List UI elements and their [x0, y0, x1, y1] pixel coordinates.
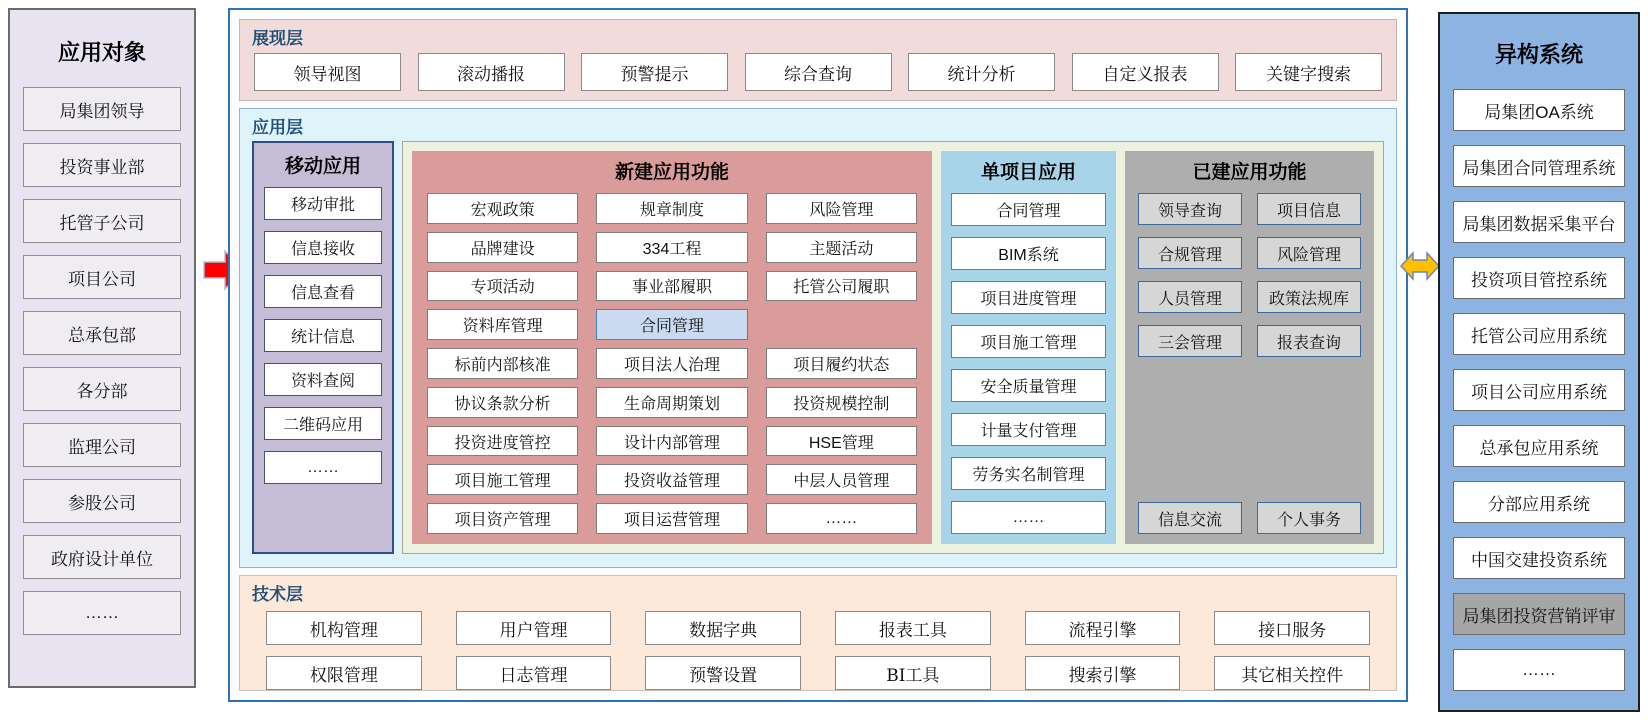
single-project-item: 项目进度管理: [951, 281, 1106, 314]
single-project-item: 合同管理: [951, 193, 1106, 226]
single-project-item: BIM系统: [951, 237, 1106, 270]
heterogeneous-system-item: 项目公司应用系统: [1453, 369, 1625, 411]
technology-layer-grid: [240, 608, 1396, 690]
technology-item: 权限管理: [266, 656, 422, 690]
technology-item: 流程引擎: [1025, 611, 1181, 645]
built-function-item: 风险管理: [1257, 237, 1361, 269]
single-project-item: 项目施工管理: [951, 325, 1106, 358]
technology-item: 机构管理: [266, 611, 422, 645]
new-function-item: 主题活动: [766, 232, 917, 263]
application-object-item: 政府设计单位: [23, 535, 181, 579]
new-function-item: 品牌建设: [427, 232, 578, 263]
heterogeneous-system-item: 局集团合同管理系统: [1453, 145, 1625, 187]
heterogeneous-system-item: 托管公司应用系统: [1453, 313, 1625, 355]
technology-item: 报表工具: [835, 611, 991, 645]
new-function-item: 投资收益管理: [596, 464, 747, 495]
built-function-item: 信息交流: [1138, 502, 1242, 534]
mobile-app-item: 移动审批: [264, 187, 382, 220]
platform-main-block: [228, 8, 1408, 702]
new-function-item: 投资规模控制: [766, 387, 917, 418]
new-function-item: 托管公司履职: [766, 271, 917, 302]
heterogeneous-system-item-gray: 局集团投资营销评审: [1453, 593, 1625, 635]
presentation-item: 滚动播报: [418, 53, 565, 91]
mobile-app-item: 资料查阅: [264, 363, 382, 396]
application-layer-label: 应用层: [252, 118, 303, 137]
new-function-item: 项目施工管理: [427, 464, 578, 495]
technology-layer: [239, 575, 1397, 691]
heterogeneous-system-item: 中国交建投资系统: [1453, 537, 1625, 579]
application-objects-title: 应用对象: [57, 40, 146, 65]
single-project-item: 安全质量管理: [951, 369, 1106, 402]
technology-item: 搜索引擎: [1025, 656, 1181, 690]
application-object-item: 总承包部: [23, 311, 181, 355]
single-project-title: 单项目应用: [980, 162, 1076, 183]
function-groups-container: [402, 141, 1384, 554]
new-function-item: 资料库管理: [427, 309, 578, 340]
new-function-item: 设计内部管理: [596, 426, 747, 457]
built-function-item: 人员管理: [1138, 281, 1242, 313]
new-function-item: HSE管理: [766, 426, 917, 457]
technology-item: 预警设置: [645, 656, 801, 690]
heterogeneous-system-item: 分部应用系统: [1453, 481, 1625, 523]
mobile-app-item-ellipsis: ……: [264, 451, 382, 484]
presentation-item: 统计分析: [908, 53, 1055, 91]
mobile-app-item: 信息查看: [264, 275, 382, 308]
heterogeneous-system-item: 局集团数据采集平台: [1453, 201, 1625, 243]
built-function-item: 报表查询: [1257, 325, 1361, 357]
technology-item: 用户管理: [456, 611, 612, 645]
built-functions-block: [1125, 151, 1374, 544]
built-function-item: 项目信息: [1257, 193, 1361, 225]
single-project-item-ellipsis: ……: [951, 501, 1106, 534]
technology-layer-label: 技术层: [252, 585, 303, 604]
application-object-item: 投资事业部: [23, 143, 181, 187]
heterogeneous-systems-panel: [1438, 12, 1640, 712]
single-project-block: [941, 151, 1116, 544]
application-object-item-ellipsis: ……: [23, 591, 181, 635]
heterogeneous-systems-title: 异构系统: [1494, 42, 1583, 67]
presentation-item: 领导视图: [254, 53, 401, 91]
new-function-item: 中层人员管理: [766, 464, 917, 495]
new-function-item: 生命周期策划: [596, 387, 747, 418]
single-project-item: 计量支付管理: [951, 413, 1106, 446]
technology-item: 接口服务: [1214, 611, 1370, 645]
presentation-item: 自定义报表: [1072, 53, 1219, 91]
application-object-item: 监理公司: [23, 423, 181, 467]
built-functions-gap: [1138, 369, 1361, 490]
new-function-item: 334工程: [596, 232, 747, 263]
presentation-item: 预警提示: [581, 53, 728, 91]
heterogeneous-systems-list: [1453, 89, 1625, 696]
presentation-item: 关键字搜索: [1235, 53, 1382, 91]
mobile-app-title: 移动应用: [284, 156, 361, 177]
application-objects-list: [23, 87, 181, 635]
application-object-item: 局集团领导: [23, 87, 181, 131]
application-objects-panel: [8, 8, 196, 688]
single-project-list: [951, 193, 1106, 534]
new-function-item: 项目运营管理: [596, 503, 747, 534]
new-function-item-highlighted: 合同管理: [596, 309, 747, 340]
new-function-item: 专项活动: [427, 271, 578, 302]
new-function-item: 投资进度管控: [427, 426, 578, 457]
built-function-item: 领导查询: [1138, 193, 1242, 225]
new-function-item: 宏观政策: [427, 193, 578, 224]
new-function-item: 项目履约状态: [766, 348, 917, 379]
heterogeneous-system-item: 总承包应用系统: [1453, 425, 1625, 467]
application-object-item: 参股公司: [23, 479, 181, 523]
built-function-item: 合规管理: [1138, 237, 1242, 269]
heterogeneous-system-item: 投资项目管控系统: [1453, 257, 1625, 299]
heterogeneous-system-item-ellipsis: ……: [1453, 649, 1625, 691]
application-layer: [239, 108, 1397, 568]
new-function-item: 事业部履职: [596, 271, 747, 302]
new-function-item: 项目资产管理: [427, 503, 578, 534]
technology-item: 日志管理: [456, 656, 612, 690]
application-object-item: 各分部: [23, 367, 181, 411]
built-functions-grid: [1138, 193, 1361, 534]
presentation-layer-label: 展现层: [252, 29, 303, 48]
new-function-item: 标前内部核准: [427, 348, 578, 379]
single-project-item: 劳务实名制管理: [951, 457, 1106, 490]
new-function-item: 项目法人治理: [596, 348, 747, 379]
presentation-layer: [239, 19, 1397, 101]
new-functions-grid: [427, 193, 917, 534]
technology-item: 其它相关控件: [1214, 656, 1370, 690]
application-object-item: 项目公司: [23, 255, 181, 299]
built-function-item: 个人事务: [1257, 502, 1361, 534]
double-headed-arrow-icon: [1400, 249, 1440, 283]
new-function-item: 风险管理: [766, 193, 917, 224]
new-function-item-ellipsis: ……: [766, 503, 917, 534]
mobile-app-item: 二维码应用: [264, 407, 382, 440]
mobile-app-block: [252, 141, 394, 554]
new-functions-block: [412, 151, 932, 544]
heterogeneous-system-item: 局集团OA系统: [1453, 89, 1625, 131]
built-function-item: 三会管理: [1138, 325, 1242, 357]
technology-item: BI工具: [835, 656, 991, 690]
built-functions-title: 已建应用功能: [1192, 162, 1307, 183]
application-object-item: 托管子公司: [23, 199, 181, 243]
mobile-app-item: 信息接收: [264, 231, 382, 264]
application-layer-content: [240, 141, 1396, 567]
new-functions-title: 新建应用功能: [614, 162, 729, 183]
presentation-item: 综合查询: [745, 53, 892, 91]
new-function-item: 规章制度: [596, 193, 747, 224]
presentation-layer-buttons: [240, 52, 1396, 91]
built-function-item: 政策法规库: [1257, 281, 1361, 313]
technology-item: 数据字典: [645, 611, 801, 645]
new-function-item: 协议条款分析: [427, 387, 578, 418]
mobile-app-list: [264, 187, 382, 484]
mobile-app-item: 统计信息: [264, 319, 382, 352]
